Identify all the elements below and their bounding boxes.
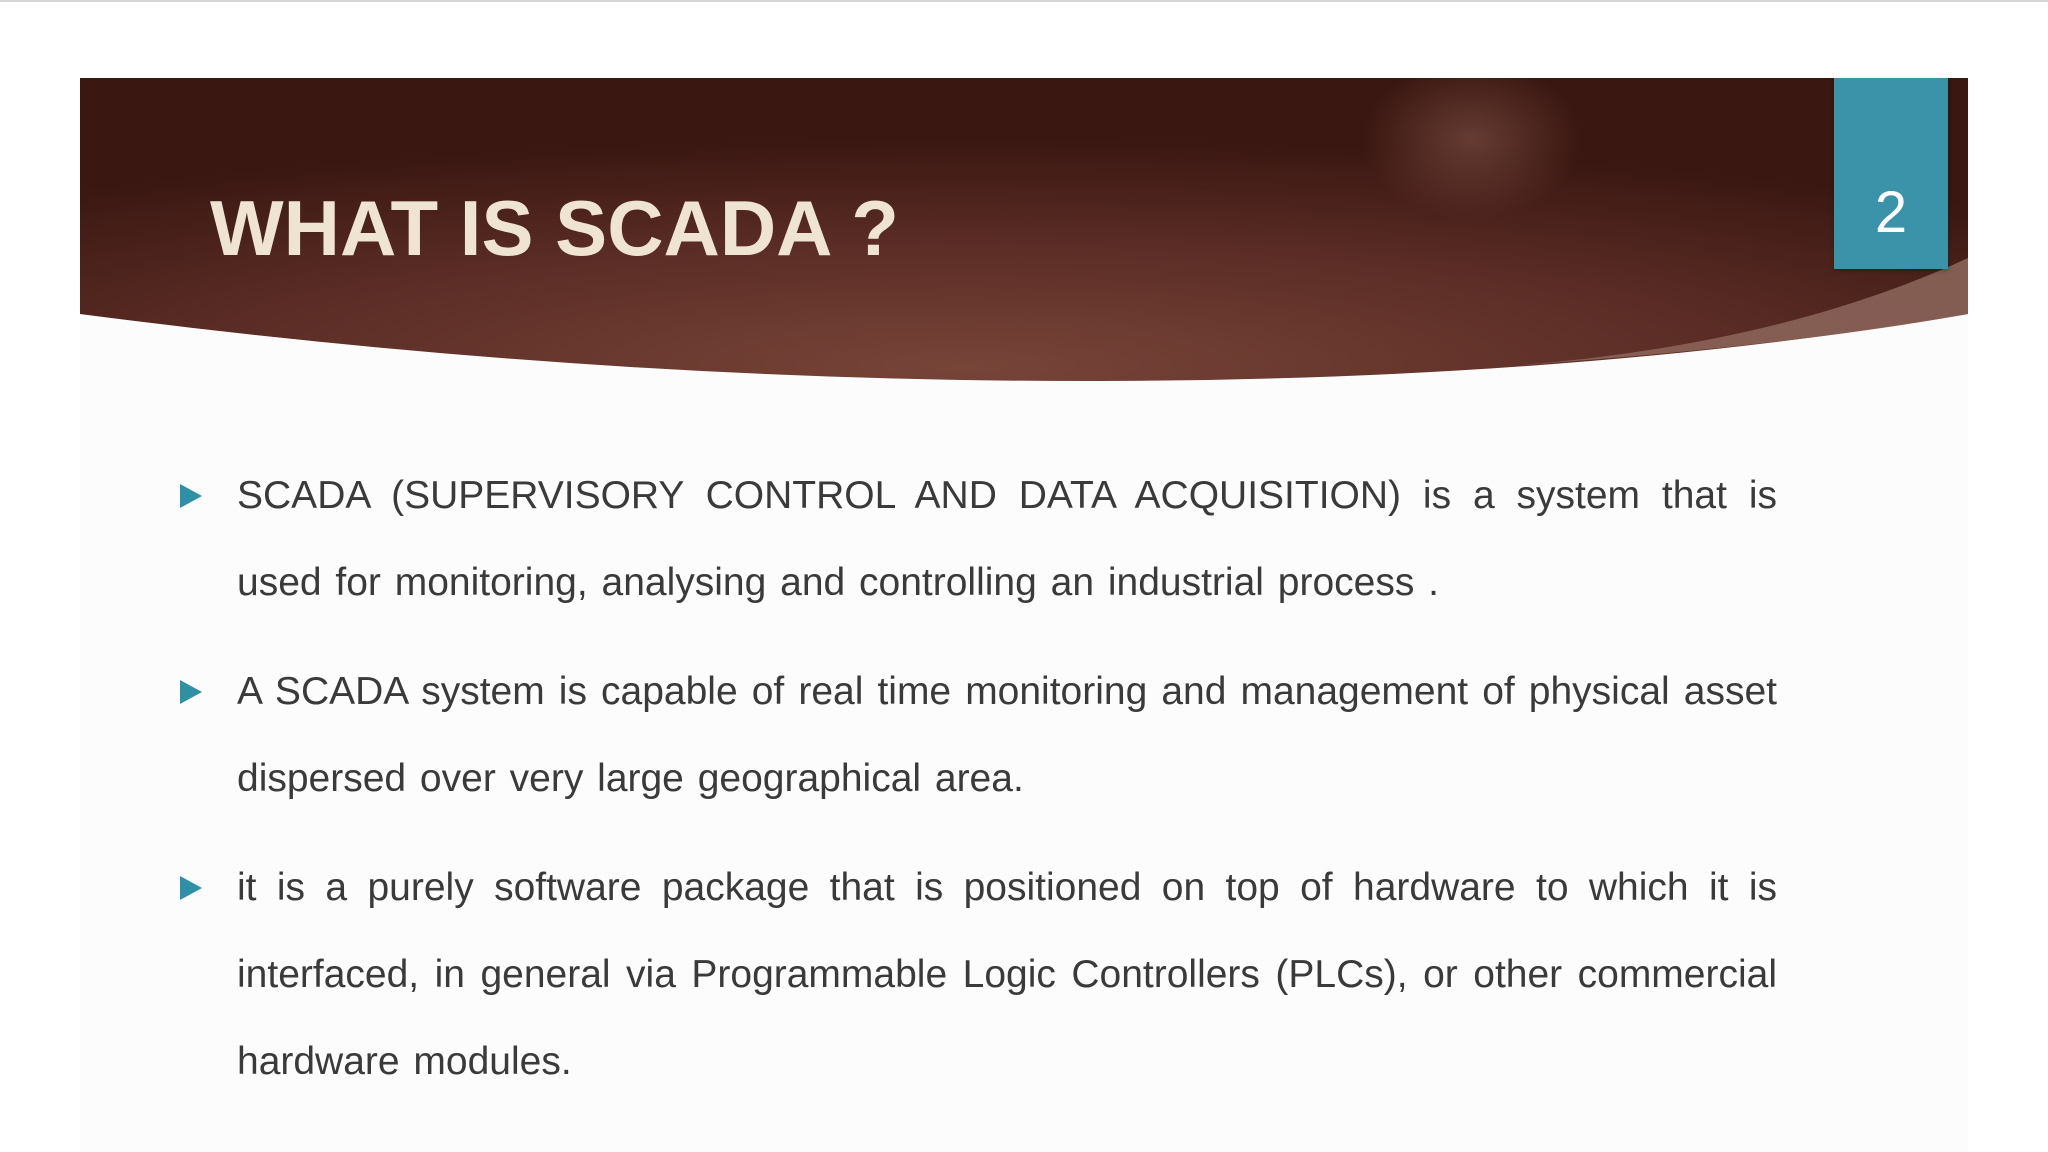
slide <box>80 78 1968 1152</box>
top-border-line <box>0 0 2048 2</box>
bullet-text: SCADA (SUPERVISORY CONTROL AND DATA ACQUISITION) is a system that is used for monitoring, analysing and controlling an industrial process . <box>237 474 1777 604</box>
bullet-text: it is a purely software package that is positioned on top of hardware to which it is interfaced, in general via Programmable Logic Controllers (PLCs), or other commercial hardware modules. <box>237 866 1777 1083</box>
slide-title: WHAT IS SCADA ? <box>210 184 899 272</box>
triangle-right-icon <box>180 680 202 704</box>
page-number-tab <box>1834 78 1948 269</box>
page-number: 2 <box>1874 180 1908 245</box>
triangle-right-icon <box>180 484 202 508</box>
bullet-text: A SCADA system is capable of real time monitoring and management of physical asset dispersed over very large geographical area. <box>237 670 1777 800</box>
triangle-right-icon <box>180 876 202 900</box>
title-banner <box>80 78 1968 408</box>
